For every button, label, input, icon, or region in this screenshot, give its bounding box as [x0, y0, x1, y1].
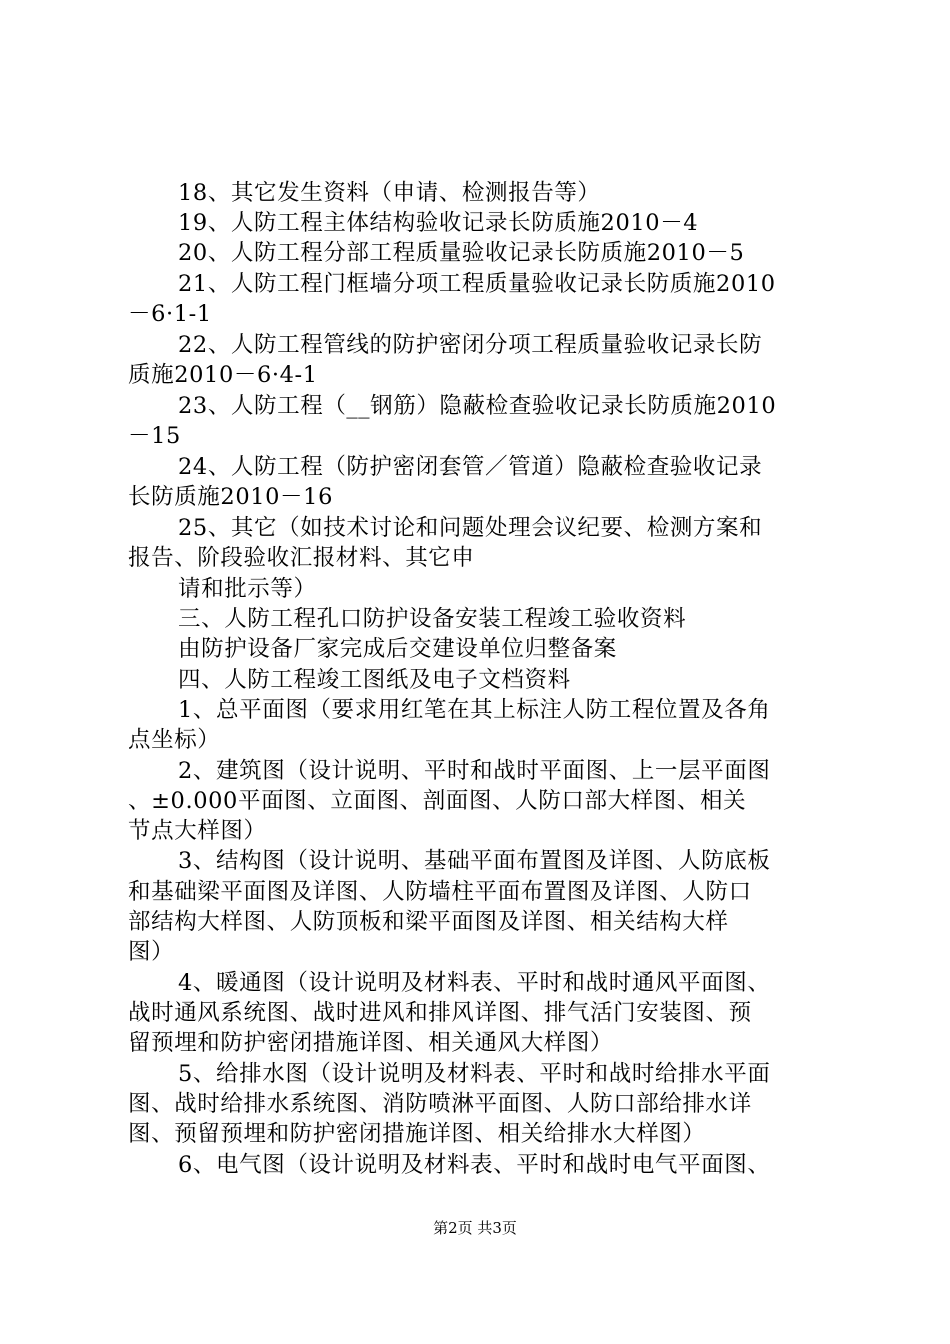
text-line-item-5-cont-2: 图、预留预埋和防护密闭措施详图、相关给排水大样图）: [128, 1121, 706, 1147]
text-line-item-3-cont-2: 部结构大样图、人防顶板和梁平面图及详图、相关结构大样: [128, 909, 729, 935]
text-line-item-4-cont-2: 留预埋和防护密闭措施详图、相关通风大样图）: [128, 1030, 614, 1056]
text-line-item-4-cont-1: 战时通风系统图、战时进风和排风详图、排气活门安装图、预: [128, 1000, 752, 1026]
text-line-25-cont-2: 请和批示等）: [178, 576, 317, 602]
text-line-item-5-cont-1: 图、战时给排水系统图、消防喷淋平面图、人防口部给排水详: [128, 1091, 752, 1117]
text-line-item-2-cont-1: 、±0.000平面图、立面图、剖面图、人防口部大样图、相关: [128, 788, 747, 814]
text-line-25-cont-1: 报告、阶段验收汇报材料、其它申: [128, 545, 475, 571]
text-line-item-1: 1、总平面图（要求用红笔在其上标注人防工程位置及各角: [178, 697, 771, 723]
text-line-section-3-body: 由防护设备厂家完成后交建设单位归整备案: [178, 636, 617, 662]
text-line-item-3: 3、结构图（设计说明、基础平面布置图及详图、人防底板: [178, 848, 771, 874]
text-line-22: 22、人防工程管线的防护密闭分项工程质量验收记录长防: [178, 332, 763, 358]
text-line-item-3-cont-1: 和基础梁平面图及详图、人防墙柱平面布置图及详图、人防口: [128, 879, 752, 905]
text-line-24-cont: 长防质施2010－16: [128, 484, 333, 510]
text-line-item-6: 6、电气图（设计说明及材料表、平时和战时电气平面图、: [178, 1152, 771, 1178]
text-line-item-4: 4、暖通图（设计说明及材料表、平时和战时通风平面图、: [178, 970, 771, 996]
text-line-21-cont: －6·1-1: [128, 301, 212, 327]
text-line-item-5: 5、给排水图（设计说明及材料表、平时和战时给排水平面: [178, 1061, 771, 1087]
section-heading-3: 三、人防工程孔口防护设备安装工程竣工验收资料: [178, 606, 687, 632]
text-line-23-cont: －15: [128, 423, 181, 449]
text-line-21: 21、人防工程门框墙分项工程质量验收记录长防质施2010: [178, 271, 776, 297]
text-line-item-2-cont-2: 节点大样图）: [128, 818, 267, 844]
text-line-18: 18、其它发生资料（申请、检测报告等）: [178, 180, 601, 206]
text-line-23: 23、人防工程（__钢筋）隐蔽检查验收记录长防质施2010: [178, 393, 777, 419]
page-number-footer: 第2页 共3页: [433, 1219, 517, 1237]
section-heading-4: 四、人防工程竣工图纸及电子文档资料: [178, 667, 571, 693]
text-line-24: 24、人防工程（防护密闭套管／管道）隐蔽检查验收记录: [178, 454, 763, 480]
text-line-20: 20、人防工程分部工程质量验收记录长防质施2010－5: [178, 240, 745, 266]
text-line-19: 19、人防工程主体结构验收记录长防质施2010－4: [178, 210, 699, 236]
text-line-item-2: 2、建筑图（设计说明、平时和战时平面图、上一层平面图: [178, 758, 771, 784]
text-line-item-3-cont-3: 图）: [128, 939, 175, 965]
text-line-item-1-cont: 点坐标）: [128, 727, 221, 753]
text-line-25: 25、其它（如技术讨论和问题处理会议纪要、检测方案和: [178, 515, 763, 541]
text-line-22-cont: 质施2010－6·4-1: [128, 362, 318, 388]
